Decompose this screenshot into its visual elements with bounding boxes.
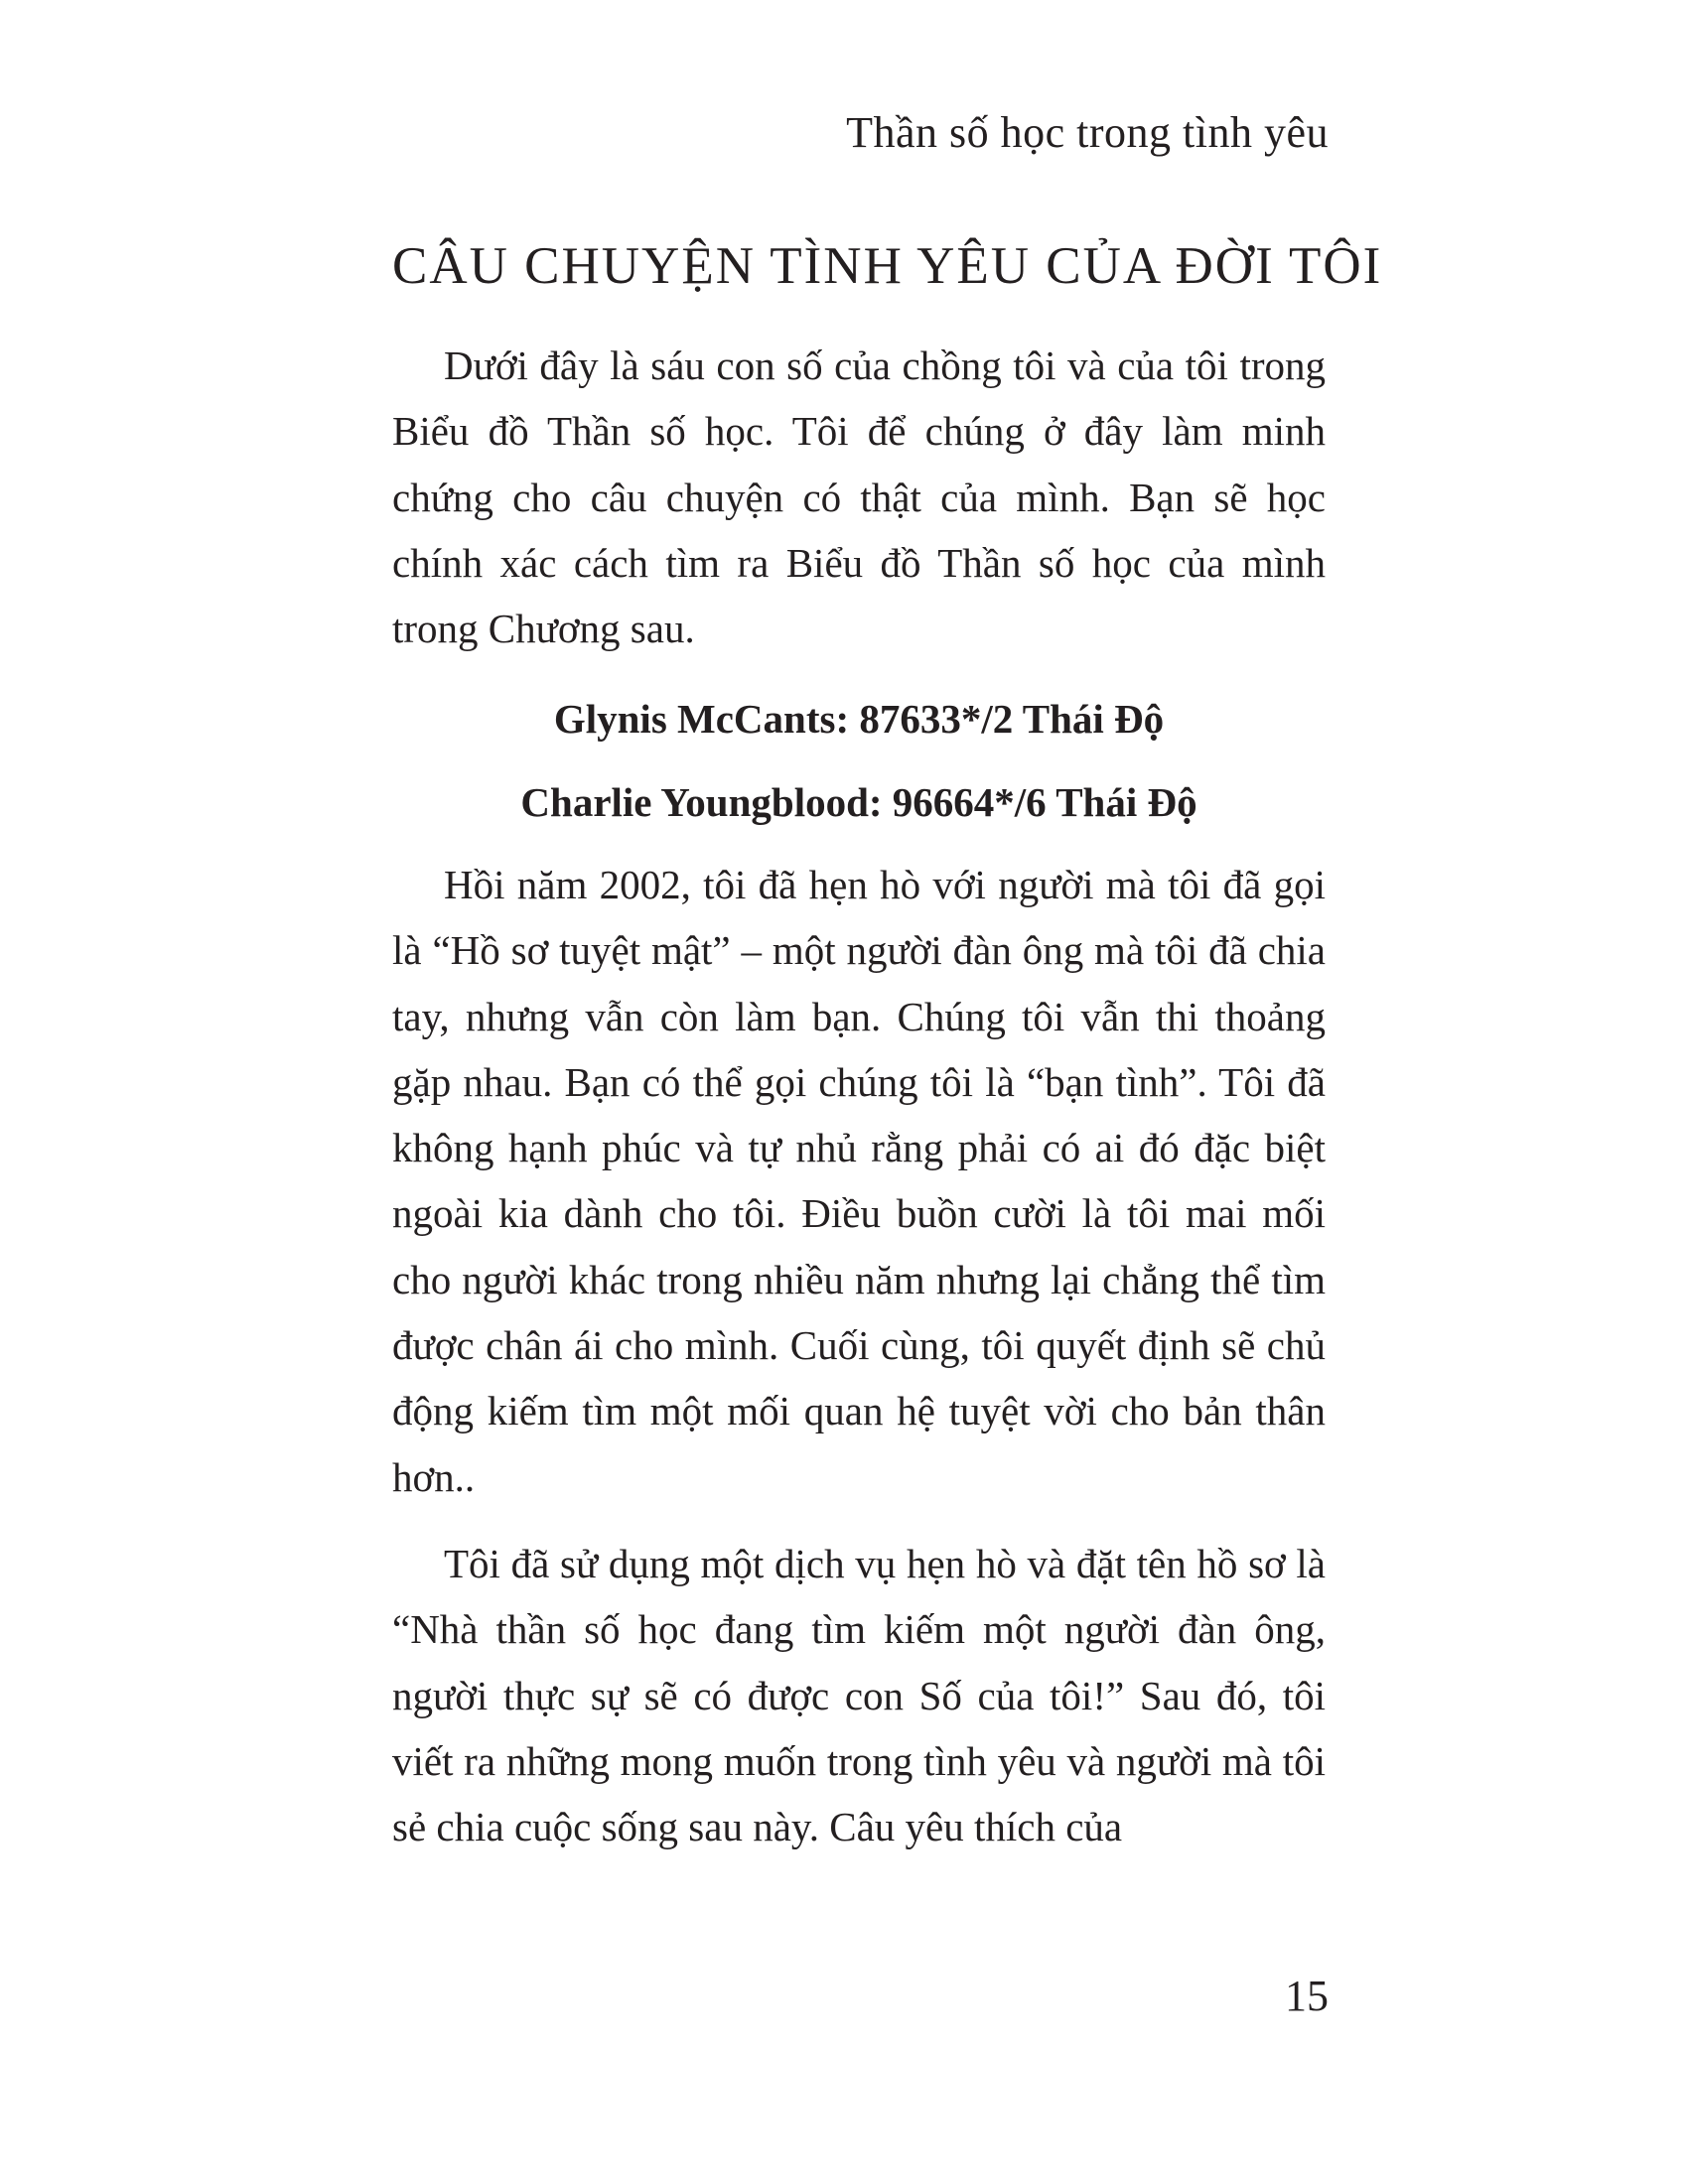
numbers-charlie: Charlie Youngblood: 96664*/6 Thái Độ bbox=[520, 779, 1197, 825]
paragraph-story: Hồi năm 2002, tôi đã hẹn hò với người mà tôi đã gọi là “Hồ sơ tuyệt mật” – một người đàn ông mà tôi đã chia tay, nhưng vẫn còn làm bạn. Chúng tôi vẫn thi thoảng gặp nhau. Bạn có thể gọi chúng tôi là “bạn tình”. Tôi đã không hạnh phúc và tự nhủ rằng phải có ai đó đặc biệt ngoài kia dành cho tôi. Điều buồn cười là tôi mai mối cho người khác trong nhiều năm nhưng lại chẳng thể tìm được chân ái cho mình. Cuối cùng, tôi quyết định sẽ chủ động kiếm tìm một mối quan hệ tuyệt vời cho bản thân hơn.. bbox=[392, 862, 1326, 1500]
numbers-glynis: Glynis McCants: 87633*/2 Thái Độ bbox=[553, 696, 1165, 742]
page-number: 15 bbox=[1285, 1972, 1329, 2020]
chapter-title: CÂU CHUYỆN TÌNH YÊU CỦA ĐỜI TÔI bbox=[392, 237, 1383, 295]
paragraph-intro: Dưới đây là sáu con số của chồng tôi và của tôi trong Biểu đồ Thần số học. Tôi để chúng ở đây làm minh chứng cho câu chuyện có thật của mình. Bạn sẽ học chính xác cách tìm ra Biểu đồ Thần số học của mình trong Chương sau. bbox=[392, 342, 1326, 652]
running-header: Thần số học trong tình yêu bbox=[846, 108, 1329, 157]
paragraph-dating-service: Tôi đã sử dụng một dịch vụ hẹn hò và đặt tên hồ sơ là “Nhà thần số học đang tìm kiếm một người đàn ông, người thực sự sẽ có được con Số của tôi!” Sau đó, tôi viết ra những mong muốn trong tình yêu và người mà tôi sẻ chia cuộc sống sau này. Câu yêu thích của bbox=[392, 1541, 1326, 1850]
